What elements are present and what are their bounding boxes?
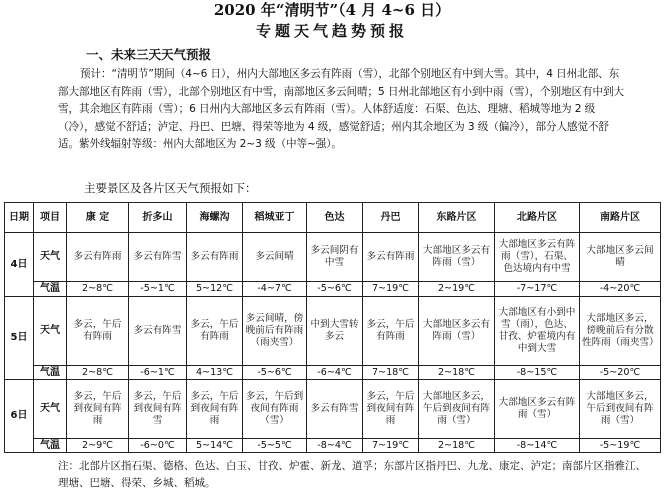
temp-cell: 2~8℃ [67, 366, 129, 380]
table-header-row [5, 203, 661, 233]
temp-cell: 2~19℃ [419, 282, 495, 297]
weather-cell: 多云有阵雨 [187, 233, 243, 282]
day-cell: 4日 [5, 233, 34, 297]
temp-cell: 2~8℃ [67, 282, 129, 297]
weather-cell: 多云，午后到夜间有阵雨 [187, 380, 243, 439]
temp-cell: -5~6℃ [307, 282, 363, 297]
temp-cell: -5~20℃ [580, 366, 661, 380]
temp-cell: -5~19℃ [580, 439, 661, 453]
footnote: 注：北部片区指石渠、德格、色达、白玉、甘孜、炉霍、新龙、道孚；东部片区指丹巴、九龙、康定、泸定；南部片区指雅江、理塘、巴塘、得荣、乡城、稻城。 [58, 460, 646, 489]
weather-cell: 多云有阵雨 [67, 233, 129, 282]
header-cell: 东路片区 [419, 203, 495, 233]
item-cell: 天气 [34, 380, 67, 439]
temp-cell: -5~6℃ [243, 366, 307, 380]
temp-cell: 4~13℃ [187, 366, 243, 380]
weather-cell: 大部地区多云有阵雨（雪） [495, 380, 580, 439]
temp-cell: -6~0℃ [129, 439, 187, 453]
temp-cell: 2~9℃ [67, 439, 129, 453]
weather-cell: 多云，午后到夜间有阵雨 [67, 380, 129, 439]
weather-cell: 多云，午后有阵雨 [363, 297, 419, 366]
temp-cell: -4~20℃ [580, 282, 661, 297]
temp-cell: -5~1℃ [129, 282, 187, 297]
weather-cell: 多云有阵雪 [307, 380, 363, 439]
header-cell: 海螺沟 [187, 203, 243, 233]
weather-cell: 多云有阵雨 [363, 233, 419, 282]
temp-cell: -5~5℃ [243, 439, 307, 453]
weather-cell: 大部地区多云，午后到夜间有阵雨（雪） [580, 380, 661, 439]
weather-cell: 大部地区多云，傍晚前后有分散性阵雨（雨夹雪） [580, 297, 661, 366]
temp-cell: -8~14℃ [495, 439, 580, 453]
table-row [5, 297, 661, 366]
header-cell: 康 定 [67, 203, 129, 233]
temp-cell: -4~7℃ [243, 282, 307, 297]
table-row [5, 282, 661, 297]
weather-cell: 多云，午后有阵雨 [67, 297, 129, 366]
temp-cell: -6~4℃ [307, 366, 363, 380]
weather-cell: 多云间晴，傍晚前后有阵雨（雨夹雪） [243, 297, 307, 366]
header-cell: 丹巴 [363, 203, 419, 233]
temp-cell: 7~19℃ [363, 282, 419, 297]
header-cell: 日期 [5, 203, 34, 233]
table-row [5, 439, 661, 453]
temp-cell: 5~12℃ [187, 282, 243, 297]
table-intro: 主要景区及各片区天气预报如下： [84, 181, 257, 195]
temp-cell: -8~4℃ [307, 439, 363, 453]
weather-cell: 大部地区多云有阵雨（雪） [419, 297, 495, 366]
weather-cell: 多云间晴 [243, 233, 307, 282]
forecast-table [4, 202, 661, 453]
weather-cell: 多云有阵雪 [129, 297, 187, 366]
temp-cell: 7~18℃ [363, 366, 419, 380]
weather-cell: 大部地区多云有阵雨（雪），石渠、色达境内有中雪 [495, 233, 580, 282]
weather-cell: 多云间阴有中雪 [307, 233, 363, 282]
table-row [5, 366, 661, 380]
table-row [5, 233, 661, 282]
weather-cell: 大部地区多云间晴 [580, 233, 661, 282]
item-cell: 气温 [34, 439, 67, 453]
day-cell: 6日 [5, 380, 34, 453]
temp-cell: 5~14℃ [187, 439, 243, 453]
header-cell: 色达 [307, 203, 363, 233]
weather-cell: 多云有阵雪 [129, 233, 187, 282]
item-cell: 天气 [34, 297, 67, 366]
forecast-paragraph: 预计：“清明节”期间（4~6 日），州内大部地区多云有阵雨（雪），北部个别地区有中到大雪。其中，4 日州北部、东部大部地区有阵雨（雪），北部个别地区有中雪，南部地区多云间晴；5 日州北部地区有小到中雨（雪），个别地区有中到大雪，其余地区有阵雨（雪）；6 日州内大部地区多云有阵雨（雪）。人体舒适度：石渠、色达、理塘、稻城等地为 2 级（冷），感觉不舒适；泸定、丹巴、巴塘、得荣等地为 4 级，感觉舒适；州内其余地区为 3 级（偏冷），部分人感觉不舒适。紫外线辐射等级：州内大部地区为 2~3 级（中等~强）。 [58, 68, 624, 151]
document-title-line2: 专题天气趋势预报 [255, 22, 408, 40]
temp-cell: -6~1℃ [129, 366, 187, 380]
header-cell: 北路片区 [495, 203, 580, 233]
temp-cell: 7~19℃ [363, 439, 419, 453]
weather-cell: 大部地区多云，午后到夜间有阵雨（雪） [419, 380, 495, 439]
weather-cell: 中到大雪转多云 [307, 297, 363, 366]
weather-cell: 多云，午后到夜间有阵雪 [129, 380, 187, 439]
weather-cell: 多云，午后到夜间有阵雨（雪） [243, 380, 307, 439]
header-cell: 南路片区 [580, 203, 661, 233]
weather-cell: 多云，午后有阵雨 [187, 297, 243, 366]
header-cell: 项目 [34, 203, 67, 233]
section-heading: 一、未来三天天气预报 [86, 47, 212, 62]
weather-cell: 大部地区有小到中雪（雨），色达、甘孜、炉霍境内有中到大雪 [495, 297, 580, 366]
temp-cell: -7~17℃ [495, 282, 580, 297]
table-row [5, 380, 661, 439]
document-title-line1: 2020 年“清明节”（4 月 4~6 日） [213, 1, 451, 19]
temp-cell: -8~15℃ [495, 366, 580, 380]
temp-cell: 2~18℃ [419, 366, 495, 380]
header-cell: 折多山 [129, 203, 187, 233]
header-cell: 稻城亚丁 [243, 203, 307, 233]
day-cell: 5日 [5, 297, 34, 380]
weather-cell: 大部地区多云有阵雨（雪） [419, 233, 495, 282]
temp-cell: 2~18℃ [419, 439, 495, 453]
item-cell: 气温 [34, 282, 67, 297]
item-cell: 天气 [34, 233, 67, 282]
item-cell: 气温 [34, 366, 67, 380]
weather-cell: 多云，午后到夜间有阵雨 [363, 380, 419, 439]
